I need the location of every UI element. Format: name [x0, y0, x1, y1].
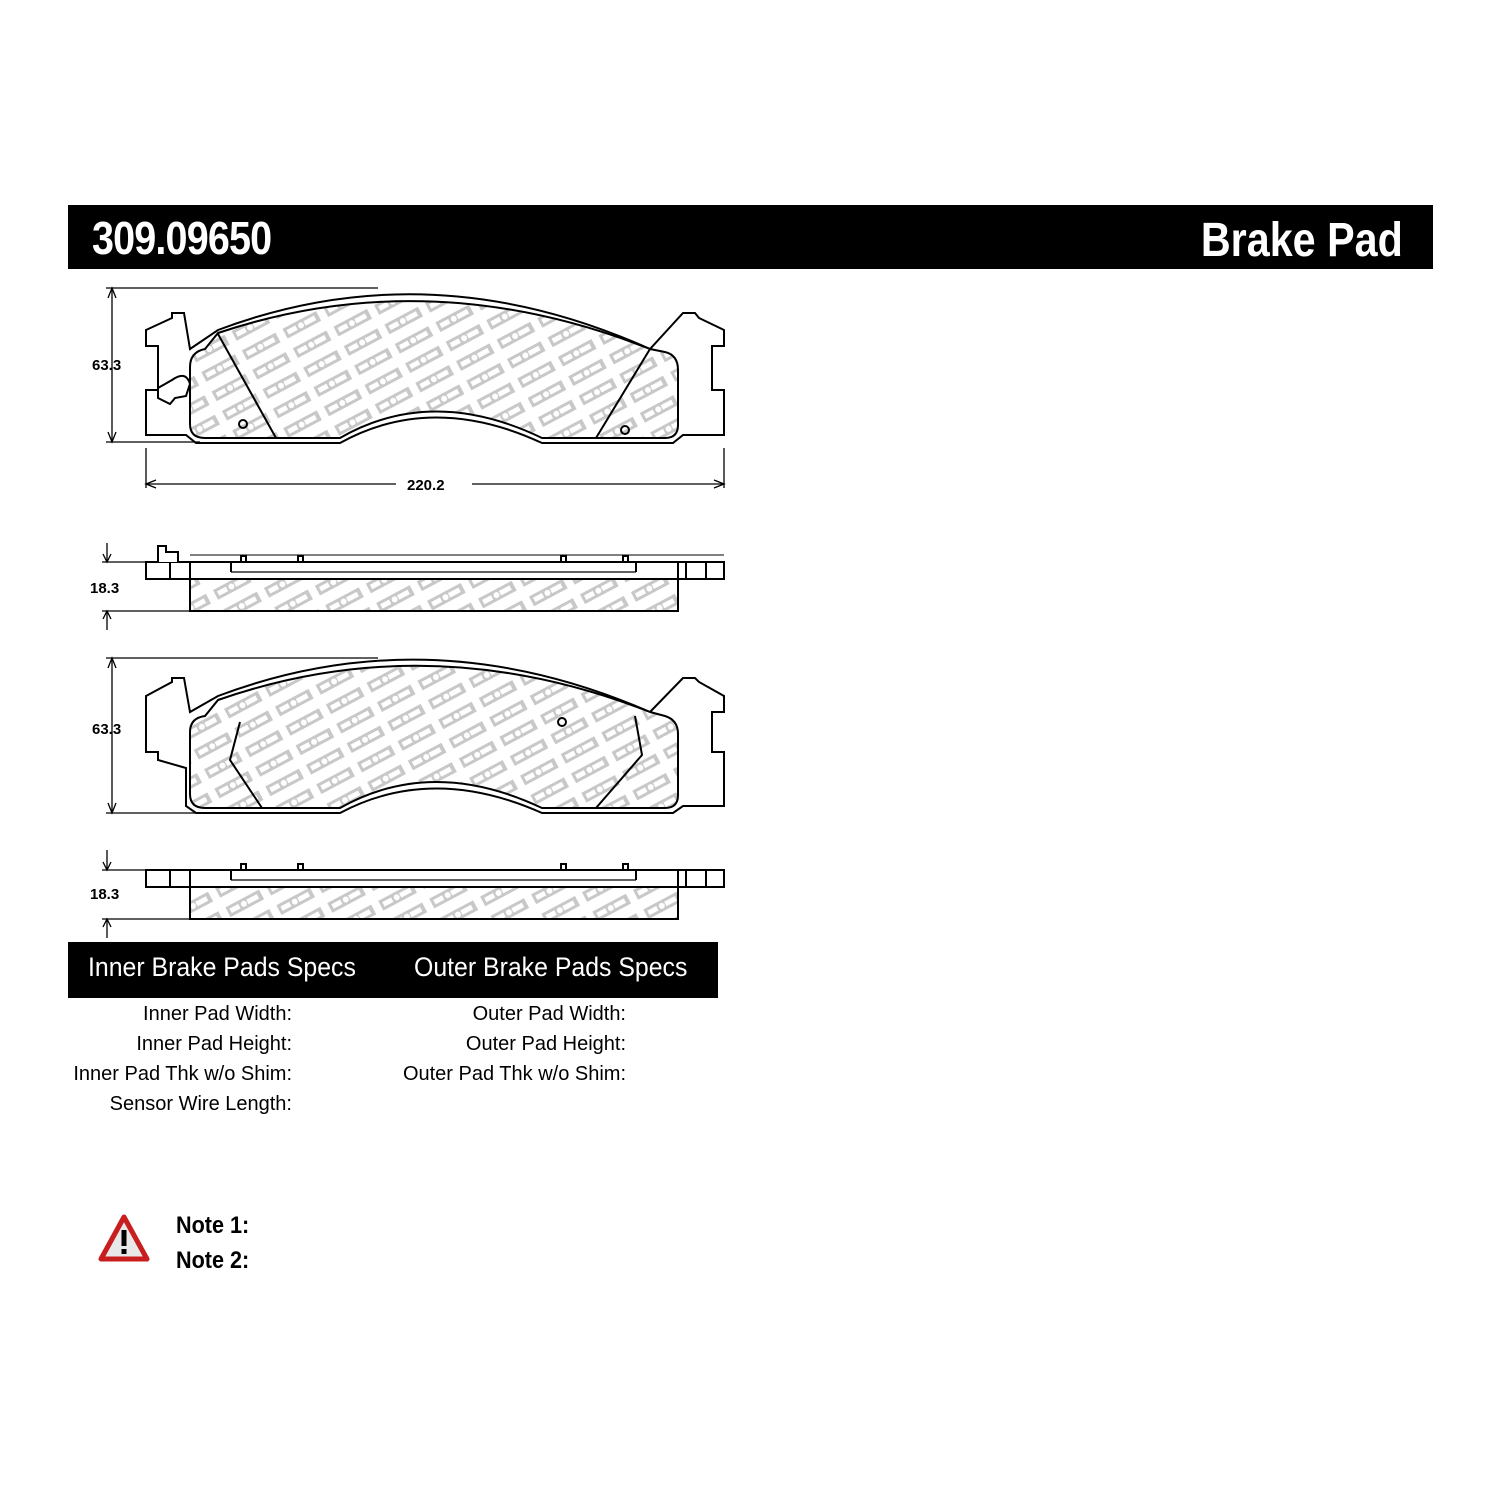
inner-pad-height-label: Inner Pad Height:: [136, 1033, 292, 1055]
note-1-label: Note 1:: [176, 1212, 250, 1239]
inner-side-sensor: [158, 546, 178, 562]
inner-pad-thickness-label: Inner Pad Thk w/o Shim:: [73, 1063, 292, 1085]
outer-friction-material: [190, 666, 678, 808]
sensor-wire-length-label: Sensor Wire Length:: [109, 1093, 292, 1115]
inner-side-backing-plate: [146, 562, 724, 579]
outer-side-backing-plate: [146, 870, 724, 887]
inner-specs-title: Inner Brake Pads Specs: [88, 952, 356, 982]
inner-pad-width-label: Inner Pad Width:: [143, 1003, 292, 1025]
warning-triangle-icon: [98, 1214, 150, 1262]
inner-height-dimension: 63.3: [92, 357, 122, 374]
outer-thickness-dimension: 18.3: [90, 886, 120, 903]
inner-thickness-dimension: 18.3: [90, 580, 120, 597]
inner-side-friction: [190, 579, 678, 611]
outer-pad-front-view: [146, 660, 724, 813]
outer-pad-side-view: [146, 864, 724, 919]
specs-header-bar: [68, 942, 718, 998]
outer-pad-height-label: Outer Pad Height:: [465, 1033, 626, 1055]
outer-side-friction: [190, 887, 678, 919]
part-number: 309.09650: [92, 212, 272, 264]
inner-pad-front-view: [146, 294, 724, 443]
outer-pad-width-label: Outer Pad Width:: [472, 1003, 626, 1025]
outer-pad-thickness-label: Outer Pad Thk w/o Shim:: [402, 1063, 626, 1085]
outer-specs-title: Outer Brake Pads Specs: [414, 952, 688, 982]
note-2-label: Note 2:: [176, 1247, 250, 1274]
inner-width-dimension: 220.2: [407, 477, 445, 494]
product-type: Brake Pad: [1201, 214, 1403, 267]
inner-pad-side-view: [146, 546, 724, 611]
wear-sensor-clip: [158, 376, 190, 404]
outer-height-dimension: 63.3: [92, 721, 122, 738]
